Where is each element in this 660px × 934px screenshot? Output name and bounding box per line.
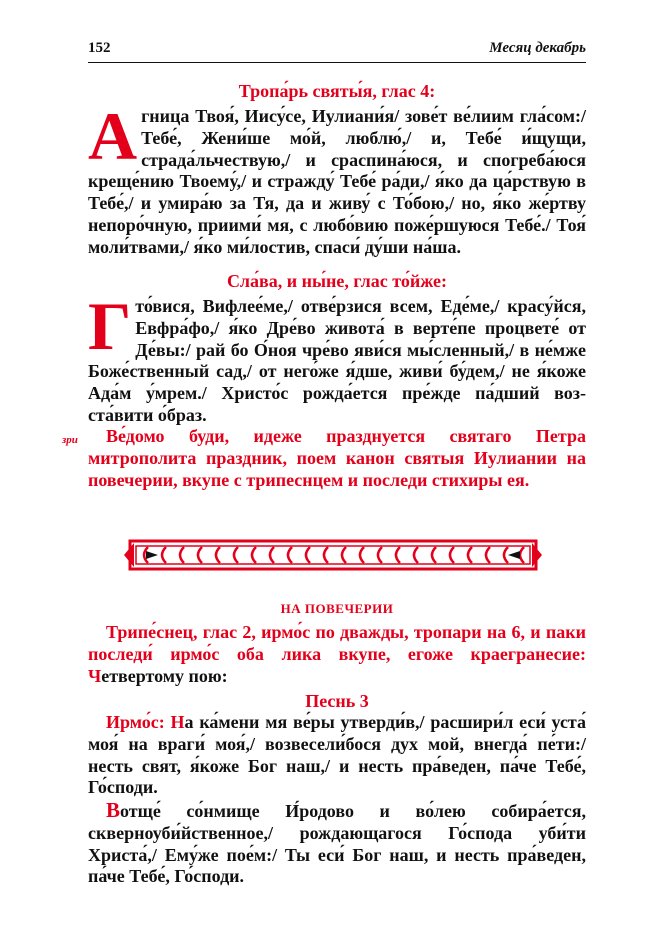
troparion-text — [88, 98, 586, 259]
troparion-heading: Тропа́рь святы́я, глас 4: — [238, 81, 436, 101]
instruction-red: Трипе́снец, глас 2, ирмо́с по дважды, тропари на 6, и паки последи́ ирмо́с оба лика вкупе, егоже краегранесие: — [88, 622, 586, 664]
glory-text — [88, 288, 586, 427]
irmos-initial: Н — [170, 712, 185, 732]
troparion-initial: А — [88, 98, 138, 174]
header-rule — [88, 62, 586, 63]
glory-body: то́вися, Вифлее́ме,/ отве́рзися всем, Еде́ме,/ красу́йся, Евфра́фо,/ я́ко Дре́во живота́ в верте́пе процвете́ от Де́вы:/ рай бо О́ноя чре́во яви́ся мы́сленный,/ в не́мже Боже́ственный сад,/ от него́же я́дше, живи́ бу́дем,/ не я́коже Ада́м у́мрем./ Христо́с рожда́ется пре́жде па́дший воз-ста́вити о́браз. — [88, 296, 586, 425]
glory-initial: Г — [88, 288, 132, 364]
compline-instruction — [88, 622, 586, 687]
ornamental-band — [124, 533, 542, 577]
page-number: 152 — [88, 40, 111, 56]
ode-heading: Песнь 3 — [305, 691, 369, 711]
compline-title: НА ПОВЕЧЕРИИ — [280, 601, 394, 616]
irmos-body: а ка́мени мя ве́ры утверди́в,/ расшири́л еси́ уста́ моя́ на враги́ моя́,/ возвесели́бося дух мой, внегда́ пе́ти:/ несть свят, я́коже Бог наш,/ и несть пра́веден, па́че Тебе́, Го́споди. — [88, 712, 586, 798]
irmos-label: Ирмо́с: — [106, 712, 171, 732]
running-title: Месяц декабрь — [489, 40, 586, 56]
ode-troparion-initial: В — [106, 798, 121, 822]
glory-heading: Сла́ва, и ны́не, глас то́йже: — [226, 271, 448, 291]
ode-troparion — [88, 800, 586, 888]
margin-note: зри — [62, 434, 78, 446]
running-header — [88, 34, 586, 54]
instruction-black: етвертому пою: — [101, 665, 228, 686]
troparion-body: гница Твоя́, Иису́се, Иулиани́я/ зове́т ве́лиим гла́сом:/ Тебе́, Жени́ше мо́й, люблю́,/ и, Тебе́ и́щущи, страда́льчествую,/ и сраспина́юся, и спогреба́юся креще́нию Твоему́,/ и стражду́ Тебе́ ра́ди,/ я́ко да ца́рствую в Тебе́,/ и умира́ю за Тя, да и живу́ с То́бою,/ но, я́ко же́ртву непоро́чную, приими́ мя, с любо́вию поже́ршуюся Тебе́./ Тоя́ моли́твами,/ я́ко ми́лостив, спаси́ ду́ши на́ша. — [88, 106, 586, 257]
ode-troparion-body: отще́ со́нмище И́родово и во́лею собира́ется, скверноуби́йственное,/ рождающагося Го́спода уби́ти Христа́,/ Ему́же пое́м:/ Ты еси́ Бог наш, и несть пра́веден, па́че Тебе́, Го́споди. — [88, 801, 586, 887]
irmos-text — [88, 712, 586, 799]
rubric-text: Ве́домо буди, идеже празднуется святаго Петра митрополита праздник, поем канон святыя Иулиании на повечерии, вкупе с трипеснцем и последи стихиры ея. — [88, 426, 586, 490]
instruction-cap: Ч — [88, 665, 102, 686]
